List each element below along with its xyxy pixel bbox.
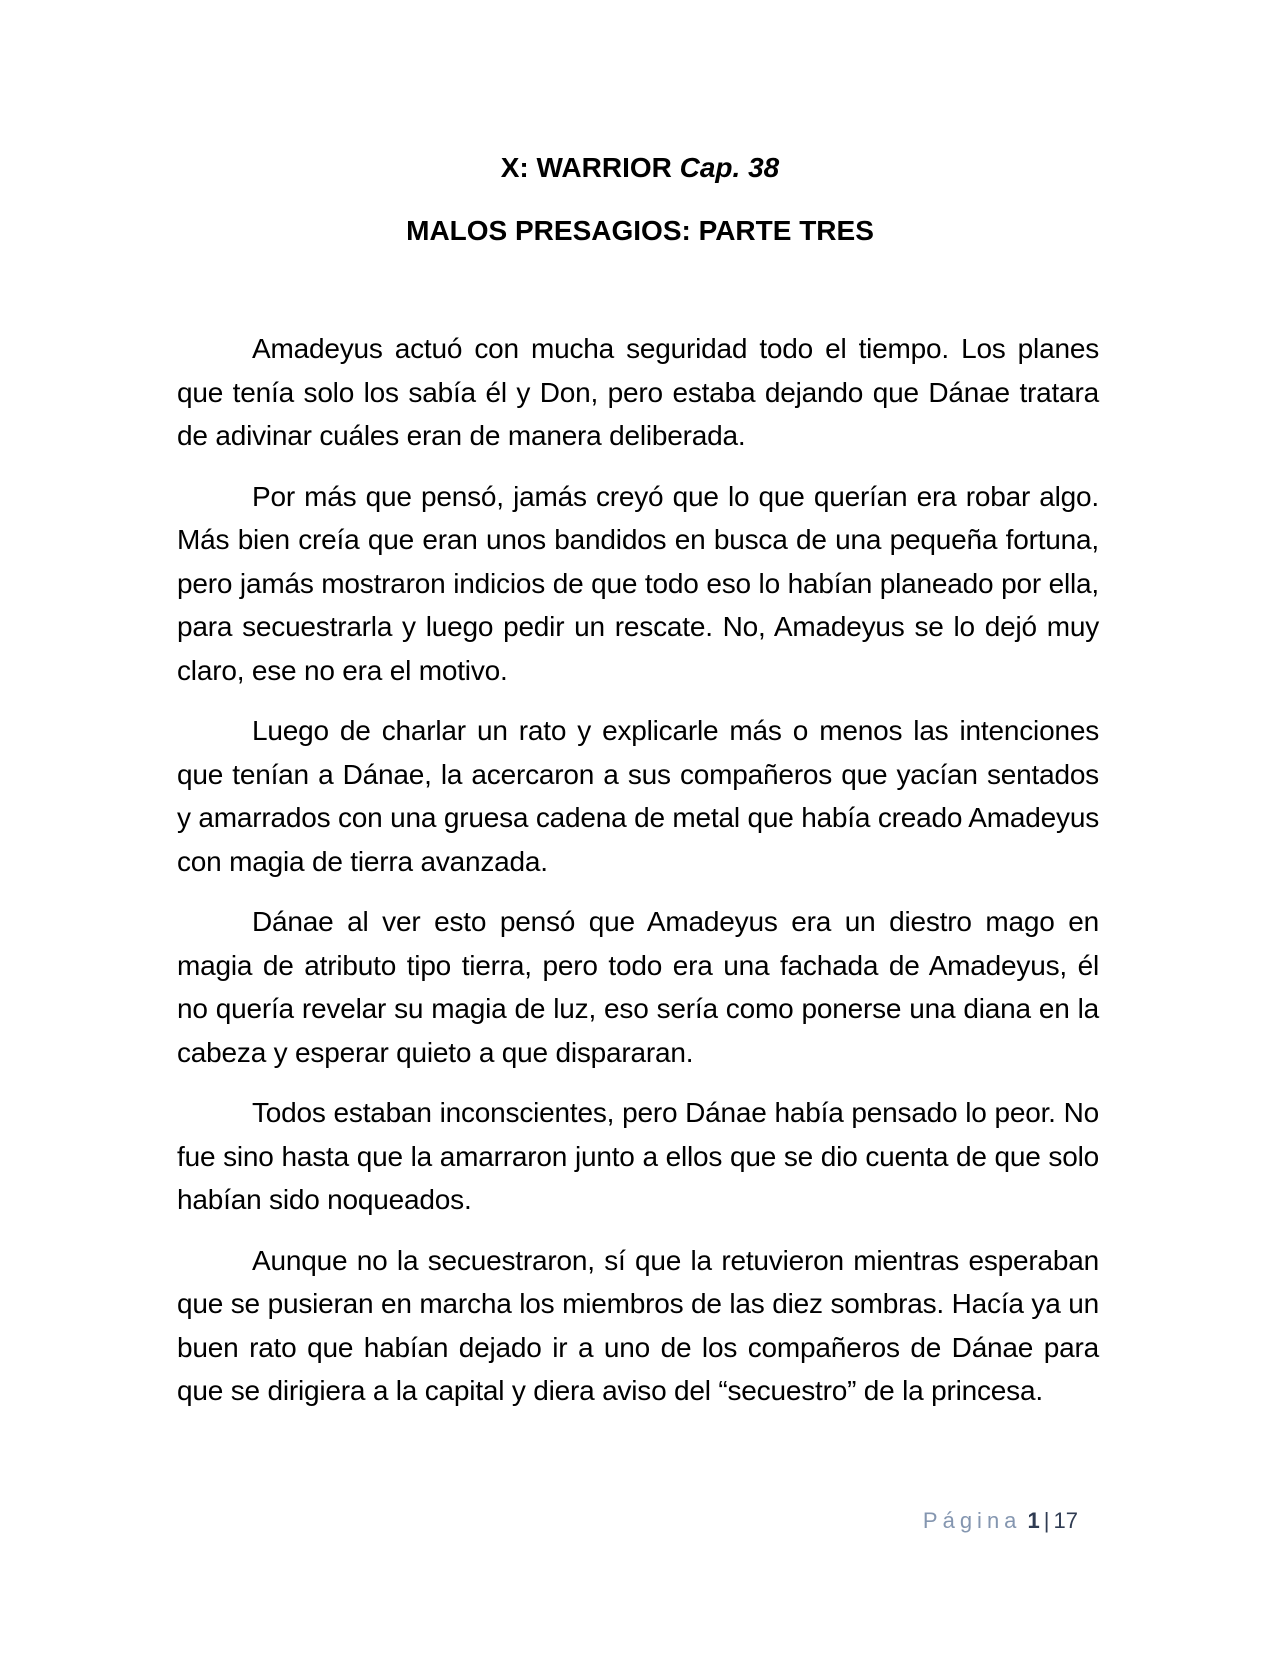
chapter-subtitle: MALOS PRESAGIOS: PARTE TRES	[406, 215, 874, 246]
paragraph: Aunque no la secuestraron, sí que la retuvieron mientras esperaban que se pusieran en marcha los miembros de las diez sombras. Hacía ya un buen rato que habían dejado ir a uno de los compañeros de Dánae para que se dirigiera a la capital y diera aviso del “secuestro” de la princesa.	[177, 1244, 1099, 1406]
page-separator: |	[1043, 1508, 1050, 1533]
title-main: X: WARRIOR	[500, 152, 672, 183]
paragraph: Luego de charlar un rato y explicarle más o menos las intenciones que tenían a Dánae, la acercaron a sus compañeros que yacían sentados y amarrados con una gruesa cadena de metal que había creado Amadeyus con magia de tierra avanzada.	[177, 715, 1099, 877]
page-footer	[0, 1508, 1078, 1534]
paragraph: Dánae al ver esto pensó que Amadeyus era un diestro mago en magia de atributo tipo tierra, pero todo era una fachada de Amadeyus, él no quería revelar su magia de luz, eso sería como ponerse una diana en la cabeza y esperar quieto a que dispararan.	[177, 906, 1099, 1068]
paragraph: Amadeyus actuó con mucha seguridad todo el tiempo. Los planes que tenía solo los sabía él y Don, pero estaba dejando que Dánae tratara de adivinar cuáles eran de manera deliberada.	[177, 333, 1099, 451]
chapter-title	[0, 151, 1280, 185]
paragraph: Todos estaban inconscientes, pero Dánae había pensado lo peor. No fue sino hasta que la amarraron junto a ellos que se dio cuenta de que solo habían sido noqueados.	[177, 1097, 1099, 1215]
total-pages: 17	[1053, 1508, 1078, 1533]
chapter-number: Cap. 38	[679, 152, 780, 183]
page-label: Página	[922, 1508, 1022, 1533]
body-text	[177, 327, 1099, 1430]
paragraph: Por más que pensó, jamás creyó que lo que querían era robar algo. Más bien creía que eran unos bandidos en busca de una pequeña fortuna, pero jamás mostraron indicios de que todo eso lo habían planeado por ella, para secuestrarla y luego pedir un rescate. No, Amadeyus se lo dejó muy claro, ese no era el motivo.	[177, 480, 1099, 686]
page-number: 1	[1027, 1508, 1040, 1533]
